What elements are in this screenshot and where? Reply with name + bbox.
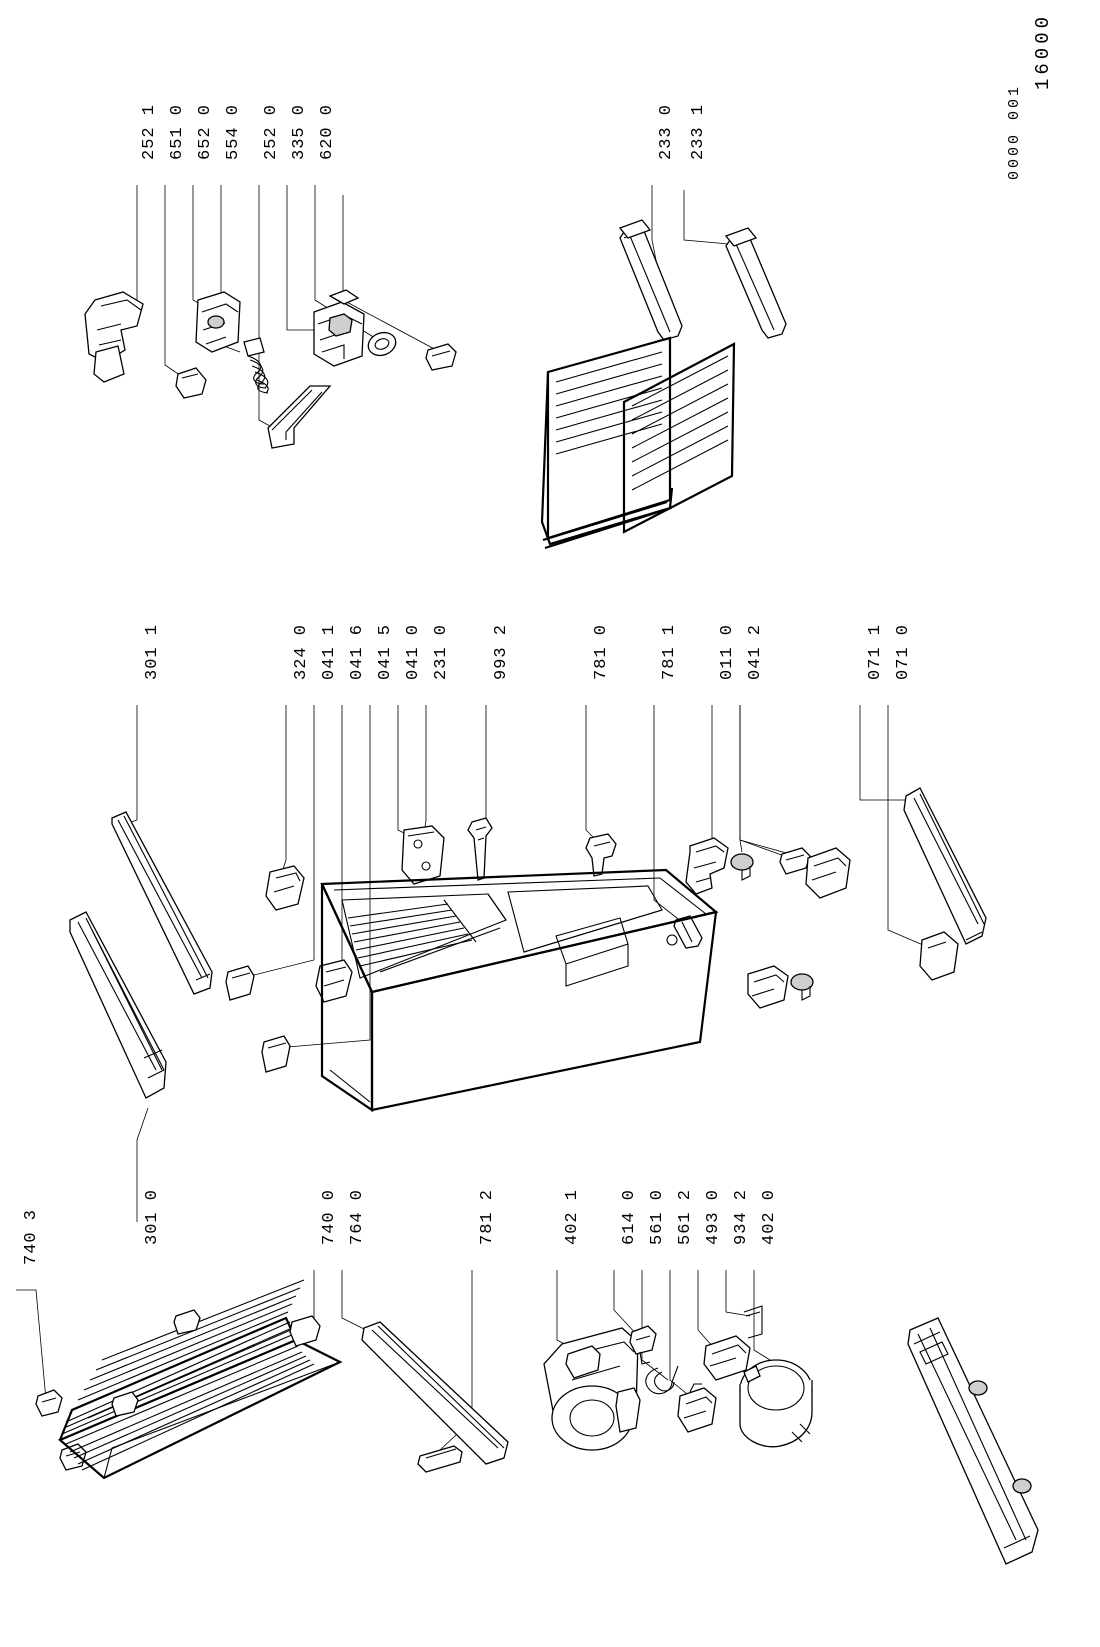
part-label-324-0: 324 0: [292, 623, 311, 680]
part-label-252-1: 252 1: [140, 103, 159, 160]
part-label-041-6: 041 6: [348, 623, 367, 680]
part-label-781-0: 781 0: [592, 623, 611, 680]
part-label-041-1: 041 1: [320, 623, 339, 680]
part-label-233-0: 233 0: [657, 103, 676, 160]
part-label-651-0: 651 0: [168, 103, 187, 160]
part-label-993-2: 993 2: [492, 623, 511, 680]
part-label-561-0: 561 0: [648, 1188, 667, 1245]
part-label-233-1: 233 1: [689, 103, 708, 160]
part-label-071-0: 071 0: [894, 623, 913, 680]
document-code-left: 0000 001: [1006, 83, 1023, 180]
part-label-301-0: 301 0: [143, 1188, 162, 1245]
part-label-781-2: 781 2: [478, 1188, 497, 1245]
part-label-652-0: 652 0: [196, 103, 215, 160]
part-label-740-0: 740 0: [320, 1188, 339, 1245]
part-label-402-0: 402 0: [760, 1188, 779, 1245]
part-label-231-0: 231 0: [432, 623, 451, 680]
part-label-561-2: 561 2: [676, 1188, 695, 1245]
part-label-071-1: 071 1: [866, 623, 885, 680]
part-label-493-0: 493 0: [704, 1188, 723, 1245]
part-label-554-0: 554 0: [224, 103, 243, 160]
part-label-335-0: 335 0: [290, 103, 309, 160]
document-code-right: 16000: [1032, 12, 1054, 90]
part-label-614-0: 614 0: [620, 1188, 639, 1245]
part-label-252-0: 252 0: [262, 103, 281, 160]
part-label-041-5: 041 5: [376, 623, 395, 680]
part-label-041-0: 041 0: [404, 623, 423, 680]
part-label-402-1: 402 1: [563, 1188, 582, 1245]
part-label-781-1: 781 1: [660, 623, 679, 680]
part-label-740-3: 740 3: [22, 1208, 41, 1265]
part-label-041-2: 041 2: [746, 623, 765, 680]
part-label-934-2: 934 2: [732, 1188, 751, 1245]
part-label-011-0: 011 0: [718, 623, 737, 680]
part-label-764-0: 764 0: [348, 1188, 367, 1245]
part-label-620-0: 620 0: [318, 103, 337, 160]
part-label-301-1: 301 1: [143, 623, 162, 680]
